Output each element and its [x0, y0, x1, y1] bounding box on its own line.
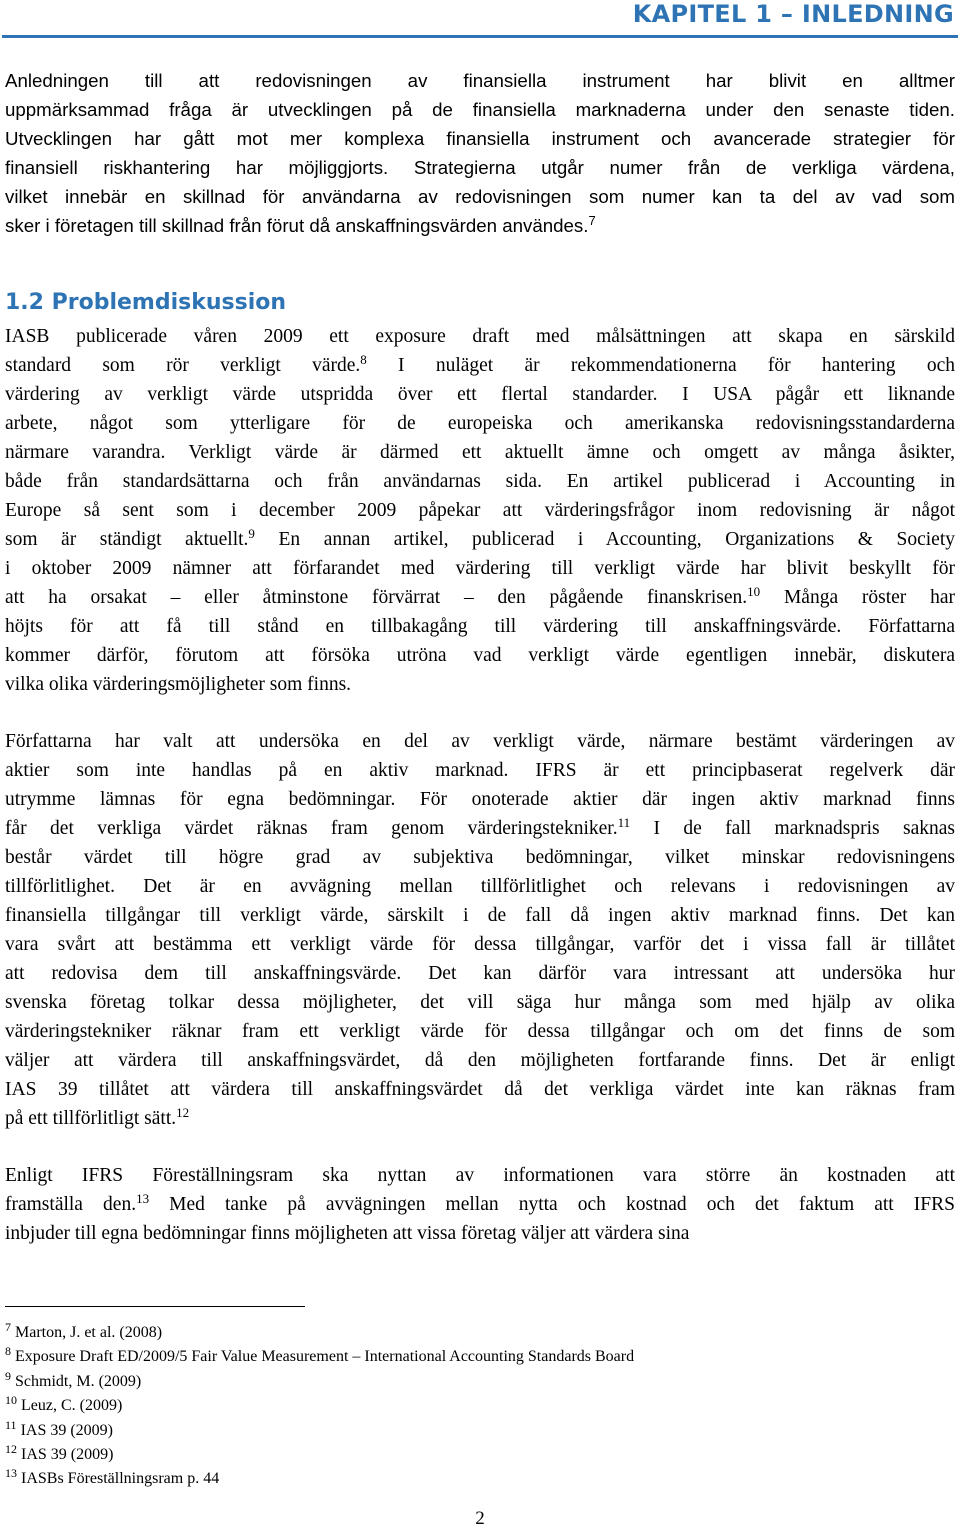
line-text: att ha orsakat – eller åtminstone förvärrat – den pågående finanskrisen.: [5, 587, 748, 608]
footnote-number: 11: [5, 1417, 17, 1432]
line-text: vilket innebär en skillnad för användarna av redovisningen som numer kan ta del av vad som: [5, 186, 955, 207]
line-text: får det verkliga värdet räknas fram genom värderingstekniker.: [5, 818, 618, 839]
footnote-ref: 12: [176, 1105, 190, 1120]
line-text: IAS 39 tillåtet att värdera till anskaffningsvärdet då det verkliga värdet inte kan räknas fram: [5, 1079, 955, 1100]
line-text: kommer därför, förutom att försöka utröna vad verkligt värde egentligen innebär, diskutera: [5, 645, 955, 666]
footnote-number: 7: [5, 1320, 11, 1334]
text-line: [5, 467, 955, 496]
line-text: närmare varandra. Verkligt värde är därmed ett aktuellt ämne och omgett av många åsikter,: [5, 442, 955, 463]
text-line: [5, 814, 955, 843]
text-line: [5, 583, 955, 612]
line-text: I de fall marknadspris saknas: [630, 818, 955, 839]
text-line: [5, 182, 955, 211]
text-line: [5, 785, 955, 814]
line-text: Många röster har: [760, 587, 956, 608]
text-line: [5, 612, 955, 641]
text-line: [5, 1075, 955, 1104]
text-line: [5, 525, 955, 554]
footnote: [5, 1419, 634, 1443]
footnote: [5, 1394, 634, 1418]
text-line: [5, 1017, 955, 1046]
line-text: aktier som inte handlas på en aktiv marknad. IFRS är ett principbaserat regelverk där: [5, 760, 955, 781]
text-line: [5, 1190, 955, 1219]
problem-paragraph: [5, 322, 955, 699]
text-line: [5, 322, 955, 351]
text-line: [5, 930, 955, 959]
text-line: [5, 959, 955, 988]
footnote-ref: 11: [617, 815, 631, 830]
footnote-ref: 13: [136, 1191, 150, 1206]
line-text: består värdet till högre grad av subjektiva bedömningar, vilket minskar redovisningens: [5, 847, 955, 868]
text-line: [5, 988, 955, 1017]
text-line: [5, 496, 955, 525]
text-line: [5, 554, 955, 583]
line-text: framställa den.: [5, 1194, 137, 1215]
line-text: tillförlitlighet. Det är en avvägning mellan tillförlitlighet och relevans i redovisningen av: [5, 876, 955, 897]
text-line: [5, 1046, 955, 1075]
footnote-ref: 9: [248, 526, 255, 541]
chapter-header: [0, 0, 960, 38]
footnote-text: Schmidt, M. (2009): [15, 1372, 142, 1390]
text-line: [5, 124, 955, 153]
footnote-ref: 8: [360, 352, 367, 367]
line-text: i oktober 2009 nämner att förfarandet med värdering till verkligt värde har blivit beskyllt för: [5, 558, 955, 579]
footnote: [5, 1370, 634, 1394]
line-text: Författarna har valt att undersöka en del av verkligt värde, närmare bestämt värderingen av: [5, 731, 955, 752]
line-text: inbjuder till egna bedömningar finns möjligheten att vissa företag väljer att värdera sina: [5, 1223, 690, 1244]
line-text: att redovisa dem till anskaffningsvärde. Det kan därför vara intressant att undersöka hur: [5, 963, 955, 984]
text-line: [5, 95, 955, 124]
line-text: uppmärksammad fråga är utvecklingen på de finansiella marknaderna under den senaste tiden.: [5, 99, 955, 120]
line-text: finansiella tillgångar till verkligt värde, särskilt i de fall då ingen aktiv marknad finns. Det kan: [5, 905, 955, 926]
line-text: arbete, något som ytterligare för de europeiska och amerikanska redovisningsstandarderna: [5, 413, 955, 434]
line-text: Enligt IFRS Föreställningsram ska nyttan av informationen vara större än kostnaden att: [5, 1165, 955, 1186]
text-line: [5, 380, 955, 409]
line-text: väljer att värdera till anskaffningsvärdet, då den möjligheten fortfarande finns. Det är enligt: [5, 1050, 955, 1071]
text-line: [5, 670, 955, 699]
text-line: [5, 211, 955, 240]
footnote: [5, 1467, 634, 1491]
footnote-text: IASBs Föreställningsram p. 44: [21, 1470, 220, 1488]
line-text: både från standardsättarna och från användarnas sida. En artikel publicerad i Accounting in: [5, 471, 955, 492]
text-line: [5, 901, 955, 930]
section-heading: 1.2 Problemdiskussion: [5, 290, 287, 315]
line-text: vilka olika värderingsmöjligheter som finns.: [5, 674, 352, 695]
line-text: Europe så sent som i december 2009 påpekar att värderingsfrågor inom redovisning är något: [5, 500, 955, 521]
line-text: IASB publicerade våren 2009 ett exposure draft med målsättningen att skapa en särskild: [5, 326, 955, 347]
footnote-number: 9: [5, 1368, 11, 1383]
text-line: [5, 1219, 955, 1248]
text-line: [5, 872, 955, 901]
footnote-ref: 7: [588, 213, 596, 228]
line-text: höjts för att få till stånd en tillbakagång till värdering till anskaffningsvärde. Författarna: [5, 616, 955, 637]
line-text: värdering av verkligt värde utspridda över ett flertal standarder. I USA pågår ett liknande: [5, 384, 955, 405]
footnote-text: IAS 39 (2009): [20, 1421, 113, 1439]
chapter-title: KAPITEL 1 – INLEDNING: [632, 0, 954, 28]
page-number: 2: [475, 1508, 485, 1529]
text-line: [5, 153, 955, 182]
line-text: finansiell riskhantering har möjliggjorts. Strategierna utgår numer från de verkliga värdena,: [5, 157, 955, 178]
footnote-number: 12: [5, 1442, 17, 1457]
footnote-number: 13: [5, 1466, 17, 1481]
text-line: [5, 843, 955, 872]
footnote: [5, 1345, 634, 1369]
line-text: Med tanke på avvägningen mellan nytta och kostnad och det faktum att IFRS: [149, 1194, 955, 1215]
line-text: svenska företag tolkar dessa möjligheter, det vill säga hur många som med hjälp av olika: [5, 992, 955, 1013]
text-line: [5, 1104, 955, 1133]
text-line: [5, 409, 955, 438]
text-line: [5, 351, 955, 380]
footnote-text: Marton, J. et al. (2008): [15, 1324, 163, 1341]
text-line: [5, 756, 955, 785]
line-text: som är ständigt aktuellt.: [5, 529, 249, 550]
framework-paragraph: [5, 1161, 955, 1248]
text-line: [5, 1161, 955, 1190]
line-text: på ett tillförlitligt sätt.: [5, 1108, 177, 1129]
line-text: standard som rör verkligt värde.: [5, 355, 361, 376]
line-text: sker i företagen till skillnad från förut då anskaffningsvärden användes.: [5, 215, 589, 236]
line-text: utrymme lämnas för egna bedömningar. För onoterade aktier där ingen aktiv marknad finns: [5, 789, 955, 810]
footnote-text: Leuz, C. (2009): [21, 1397, 123, 1415]
line-text: värderingstekniker räknar fram ett verkligt värde för dessa tillgångar och om det finns de som: [5, 1021, 955, 1042]
line-text: Anledningen till att redovisningen av finansiella instrument har blivit en alltmer: [5, 70, 955, 91]
footnote-text: IAS 39 (2009): [21, 1446, 114, 1464]
line-text: En annan artikel, publicerad i Accounting, Organizations & Society: [254, 529, 955, 550]
text-line: [5, 438, 955, 467]
footnote-separator: [5, 1306, 305, 1307]
footnote-ref: 10: [747, 584, 761, 599]
footnote-number: 8: [5, 1344, 11, 1359]
line-text: I nuläget är rekommendationerna för hantering och: [366, 355, 955, 376]
footnote-number: 10: [5, 1393, 17, 1408]
footnote-text: Exposure Draft ED/2009/5 Fair Value Measurement – International Accounting Standards Board: [15, 1348, 635, 1366]
footnote: [5, 1443, 634, 1467]
footnote: [5, 1321, 634, 1345]
text-line: [5, 727, 955, 756]
line-text: Utvecklingen har gått mot mer komplexa finansiella instrument och avancerade strategier för: [5, 128, 955, 149]
text-line: [5, 641, 955, 670]
footnotes: [5, 1321, 634, 1492]
text-line: [5, 66, 955, 95]
line-text: vara svårt att bestämma ett verkligt värde för dessa tillgångar, varför det i vissa fall är tillåtet: [5, 934, 955, 955]
intro-paragraph: [5, 66, 955, 240]
header-rule: [2, 35, 958, 38]
authors-paragraph: [5, 727, 955, 1133]
